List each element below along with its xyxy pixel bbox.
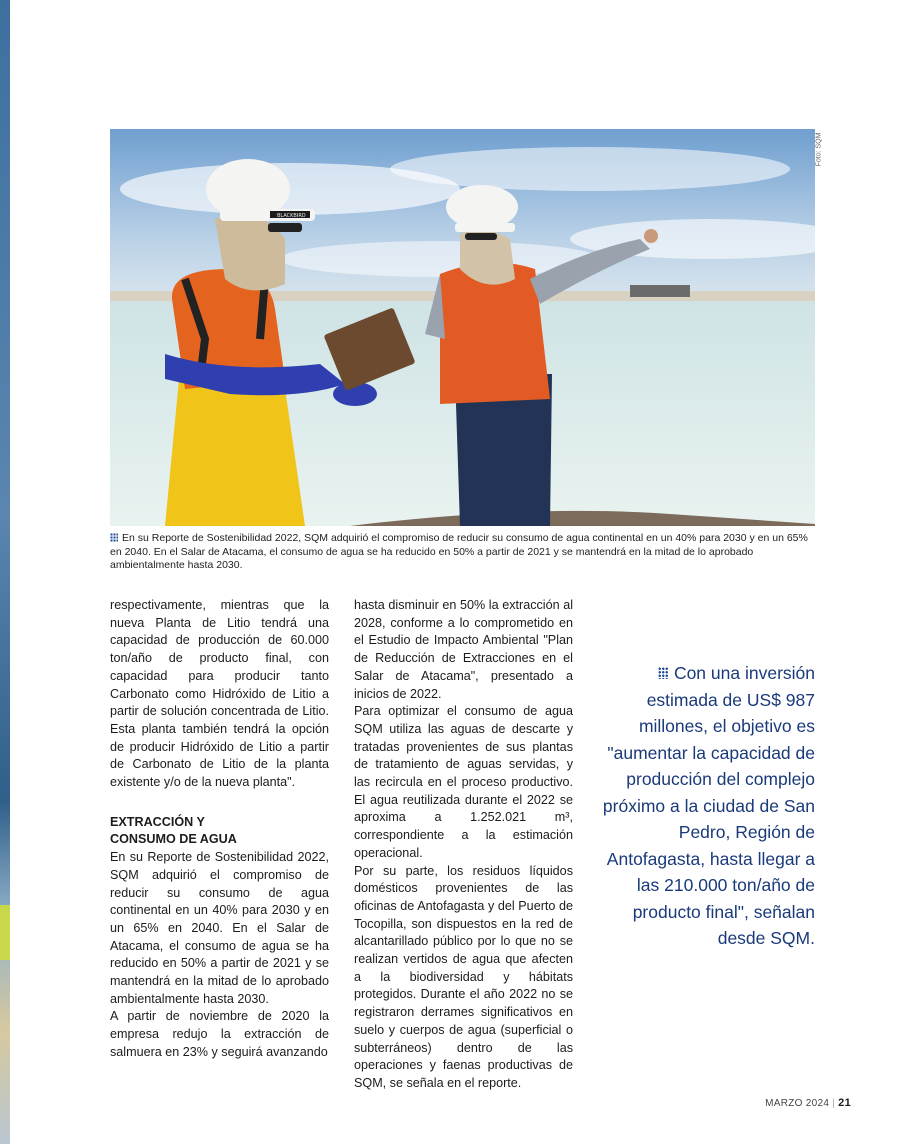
- section-heading: [110, 814, 329, 849]
- page-number: 21: [838, 1097, 851, 1109]
- section-heading-line1: EXTRACCIÓN Y: [110, 814, 205, 829]
- column1-paragraph-1: respectivamente, mientras que la nueva Planta de Litio tendrá una capacidad de producción de 60.000 ton/año de producto final, con capacidad para producir tanto Carbonato como Hidróxido de Litio a partir de solución concentrada de Litio. Esta planta también tendrá la opción de producir Hidróxido de Litio a partir de Carbonato de Litio de la planta existente y/o de la nueva planta".: [110, 598, 329, 790]
- photo-credit: [816, 132, 826, 172]
- column1-paragraph-3: A partir de noviembre de 2020 la empresa redujo la extracción de salmuera en 23% y seguirá avanzando: [110, 1009, 329, 1059]
- page-edge-bleed: [0, 0, 10, 1144]
- column2-paragraph-2: Para optimizar el consumo de agua SQM utiliza las aguas de descarte y tratadas provenientes de sus plantas de tratamiento de aguas servidas, y las recircula en el proceso productivo. El agua reutilizada durante el 2022 se aproxima a 1.252.021 m³, correspondiente a la estimación operacional.: [354, 704, 573, 860]
- caption-bullet-icon: [110, 533, 118, 542]
- workers-illustration: [110, 129, 815, 526]
- page-edge-accent: [0, 905, 10, 960]
- pull-quote-text: Con una inversión estimada de US$ 987 millones, el objetivo es "aumentar la capacidad de producción del complejo próximo a la ciudad de San Pedro, Región de Antofagasta, hasta llegar a las 210.000 ton/año de producto final", señalan desde SQM.: [602, 663, 815, 948]
- section-heading-line2: CONSUMO DE AGUA: [110, 832, 237, 847]
- helmet-label: BLACKBIRD: [277, 213, 306, 219]
- quote-bullet-icon: [658, 667, 668, 679]
- pull-quote: [600, 660, 815, 952]
- caption-text: En su Reporte de Sostenibilidad 2022, SQM adquirió el compromiso de reducir su consumo de agua continental en un 40% para 2030 y en un 65% en 2040. En el Salar de Atacama, el consumo de agua se ha reducido en 50% a partir de 2021 y se mantendrá en la mitad de lo aprobado ambientalmente hasta 2030.: [110, 532, 808, 572]
- article-photo: [110, 129, 815, 526]
- article-column-1: [110, 597, 329, 1062]
- column1-paragraph-2: En su Reporte de Sostenibilidad 2022, SQM adquirió el compromiso de reducir su consumo de agua continental en un 40% para 2030 y en un 65% en 2040. En el Salar de Atacama, el consumo de agua se ha reducido en 50% a partir de 2021 y se mantendrá en la mitad de lo aprobado ambientalmente hasta 2030.: [110, 850, 329, 1006]
- photo-credit-text: Foto: SQM: [815, 132, 823, 167]
- photo-caption: [110, 532, 816, 573]
- article-column-2: [354, 597, 573, 1093]
- footer-separator: |: [832, 1098, 836, 1109]
- page-footer: [765, 1097, 851, 1109]
- column2-paragraph-1: hasta disminuir en 50% la extracción al 2028, conforme a lo comprometido en el Estudio de Impacto Ambiental "Plan de Reducción de Extracciones en el Salar de Atacama", presentado a inicios de 2022.: [354, 598, 573, 701]
- column2-paragraph-3: Por su parte, los residuos líquidos domésticos provenientes de las oficinas de Antofagasta y del Puerto de Tocopilla, son dispuestos en la red de alcantarillado público por lo que no se realizan vertidos de agua que afecten a la biodiversidad y hábitats protegidos. Durante el año 2022 no se registraron derrames significativos en suelo y cuerpos de agua (superficial o subterráneos) dentro de las operaciones y faenas productivas de SQM, se señala en el reporte.: [354, 863, 573, 1090]
- issue-date: MARZO 2024: [765, 1098, 830, 1109]
